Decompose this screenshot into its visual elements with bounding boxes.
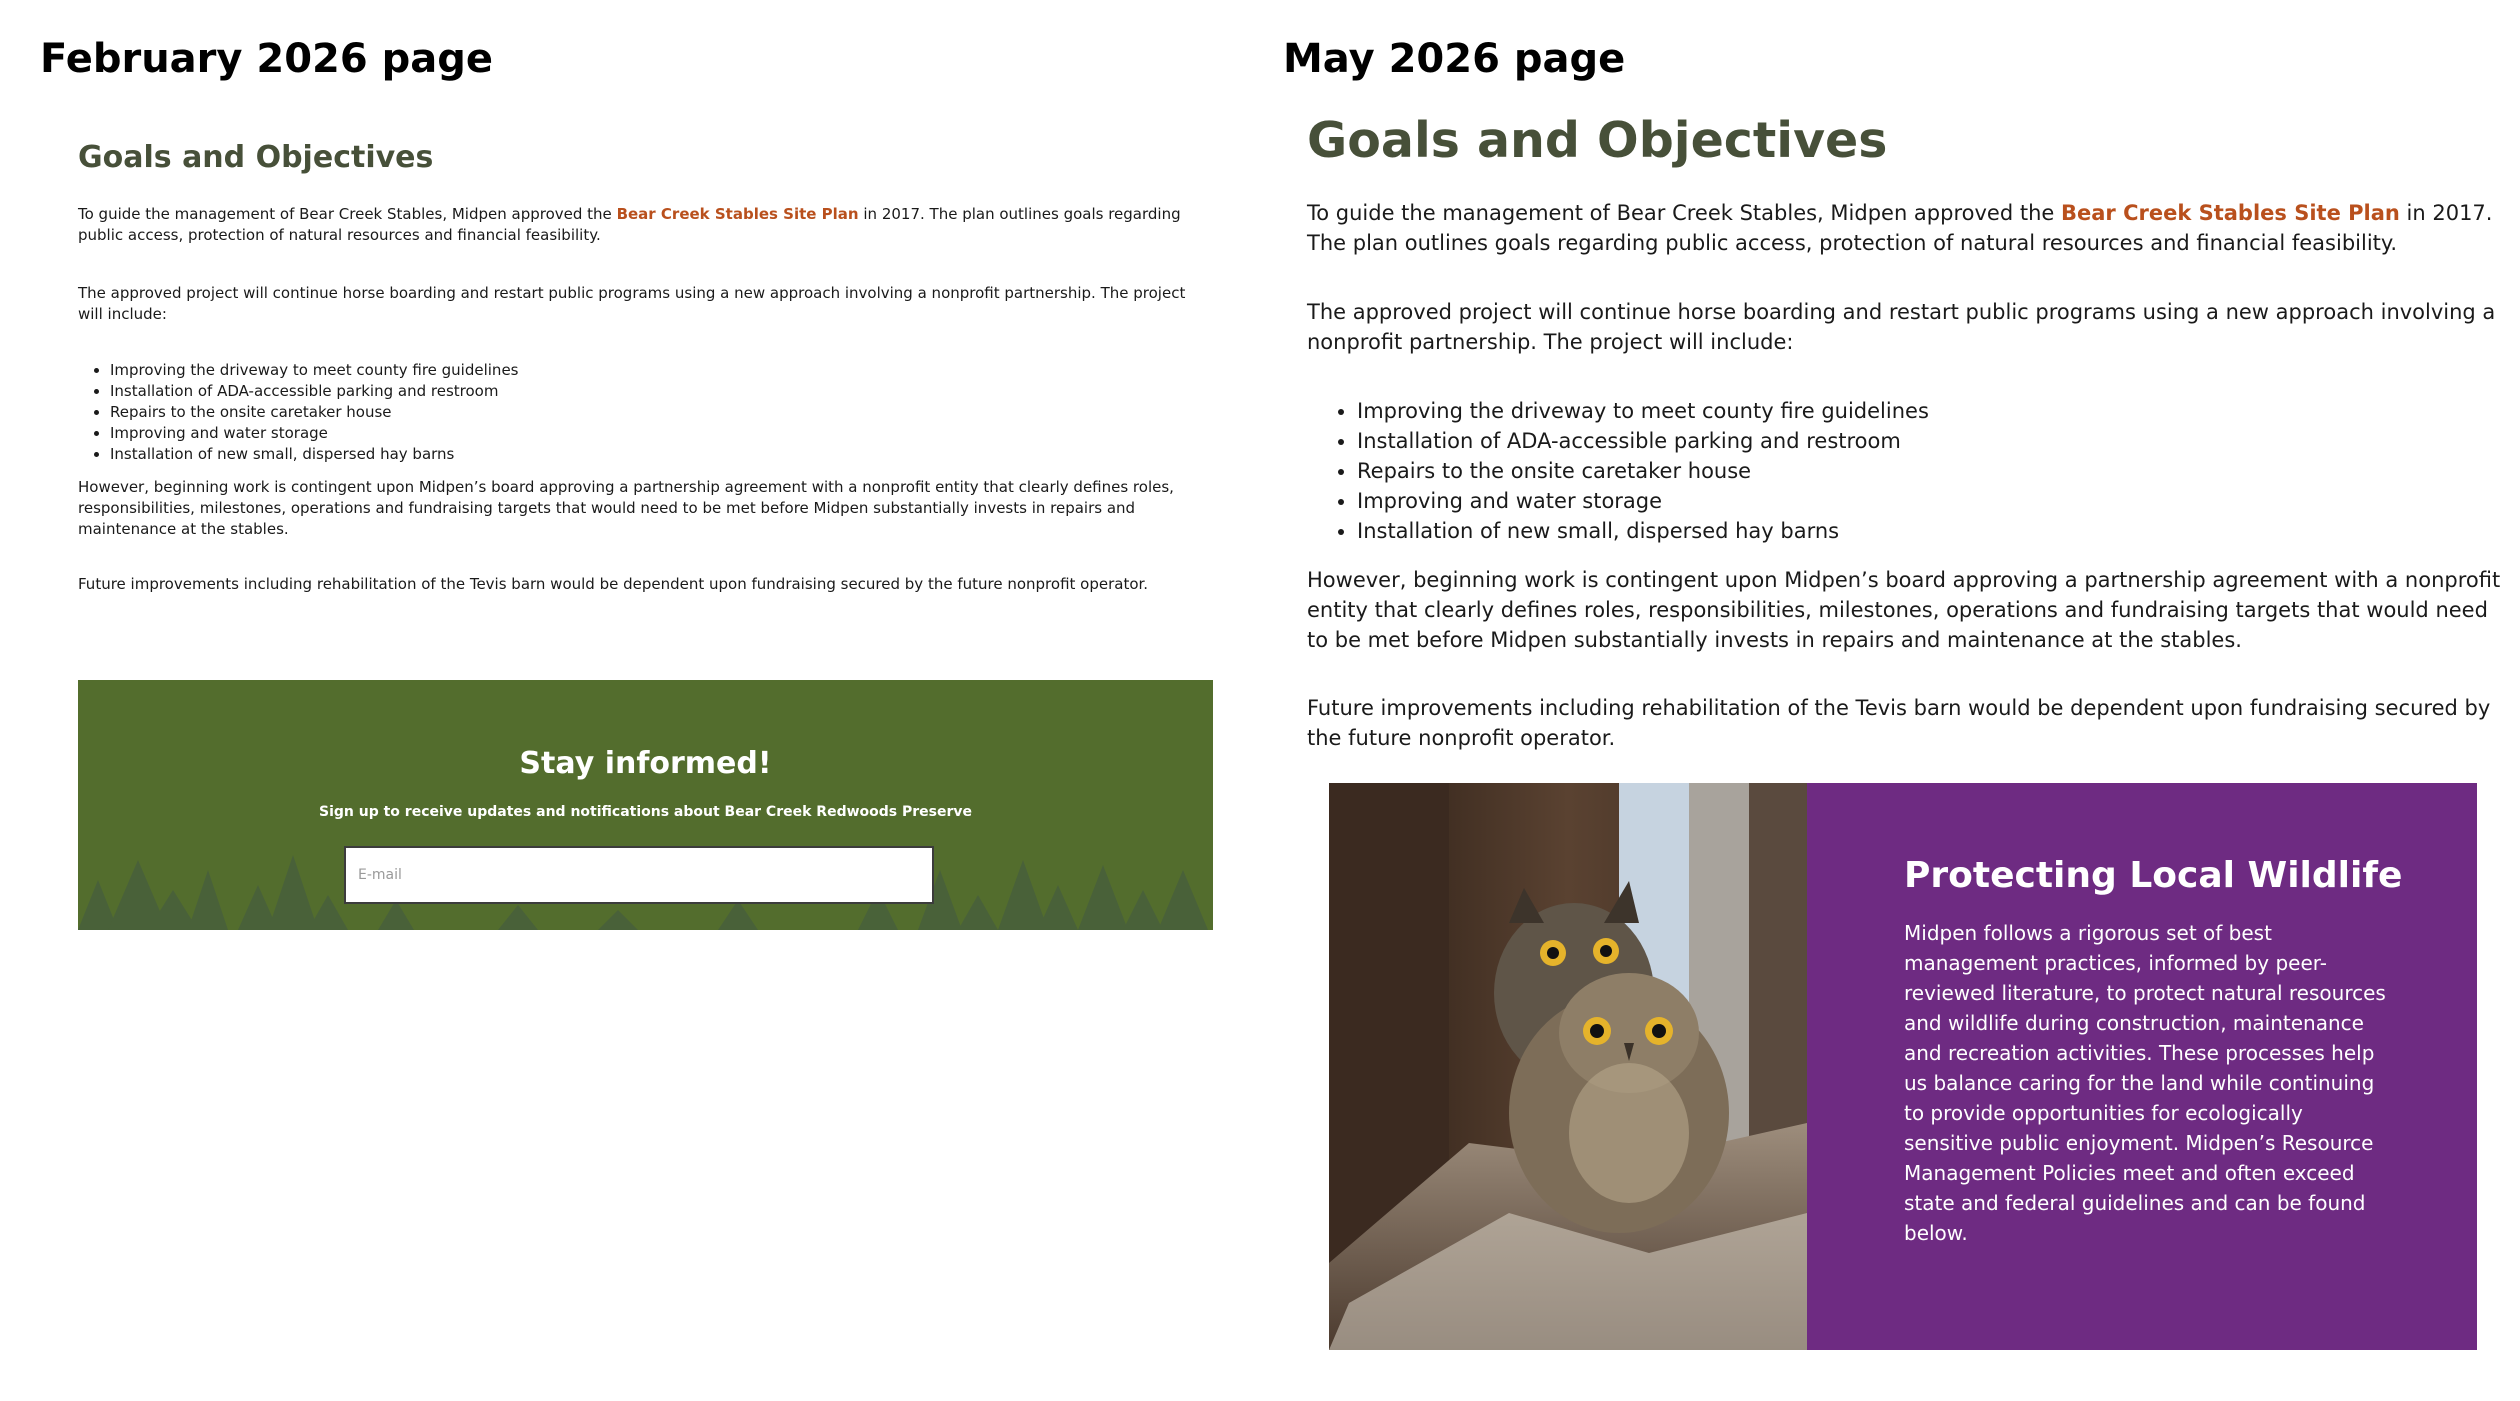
goals-heading: Goals and Objectives (78, 140, 434, 175)
list-item: • Repairs to the onsite caretaker house (1357, 456, 1929, 486)
intro-text-end: in 2017. The plan outlines goals regarding public access, protection of natural resources and financial feasibility. (1307, 201, 2493, 255)
future-improvements-paragraph: Future improvements including rehabilitation of the Tevis barn would be dependent upon fundraising secured by the future nonprofit operator. (78, 575, 1149, 593)
list-item: • Repairs to the onsite caretaker house (110, 402, 519, 423)
newsletter-signup (78, 680, 1213, 930)
list-item: • Installation of new small, dispersed hay barns (1357, 516, 1929, 546)
intro-text-end: in 2017. The plan outlines goals regarding public access, protection of natural resources and financial feasibility. (78, 205, 1181, 244)
list-item: • Improving and water storage (1357, 486, 1929, 516)
contingency-paragraph: However, beginning work is contingent upon Midpen’s board approving a partnership agreement with a nonprofit entity that clearly defines roles, responsibilities, milestones, operations and fundraising targets that would need to be met before Midpen substantially invests in repairs and maintenance at the stables. (1307, 568, 2501, 652)
email-field[interactable] (344, 846, 934, 904)
goals-heading: Goals and Objectives (1307, 112, 1888, 169)
contingency-paragraph: However, beginning work is contingent upon Midpen’s board approving a partnership agreement with a nonprofit entity that clearly defines roles, responsibilities, milestones, operations and fundraising targets that would need to be met before Midpen substantially invests in repairs and maintenance at the stables. (78, 478, 1174, 538)
wildlife-feature-card (1329, 783, 2477, 1350)
intro-paragraph (78, 204, 1213, 246)
intro-text-start: To guide the management of Bear Creek Stables, Midpen approved the (78, 205, 617, 223)
list-item: • Installation of ADA-accessible parking and restroom (110, 381, 519, 402)
list-item: • Installation of ADA-accessible parking and restroom (1357, 426, 1929, 456)
list-item: • Improving and water storage (110, 423, 519, 444)
list-item: • Improving the driveway to meet county fire guidelines (1357, 396, 1929, 426)
project-list (1307, 396, 1929, 546)
intro-paragraph (1307, 198, 2507, 258)
signup-title: Stay informed! (519, 746, 772, 781)
wildlife-body: Midpen follows a rigorous set of best management practices, informed by peer-reviewed literature, to protect natural resources and wildlife during construction, maintenance and recreation activities. These processes help us balance caring for the land while continuing to provide opportunities for ecologically sensitive public enjoyment. Midpen’s Resource Management Policies meet and often exceed state and federal guidelines and can be found below. (1904, 921, 2386, 1245)
project-paragraph: The approved project will continue horse boarding and restart public programs using a new approach involving a nonprofit partnership. The project will include: (78, 284, 1186, 323)
list-item: • Improving the driveway to meet county fire guidelines (110, 360, 519, 381)
list-item: • Installation of new small, dispersed hay barns (110, 444, 519, 465)
intro-text-start: To guide the management of Bear Creek Stables, Midpen approved the (1307, 201, 2061, 225)
site-plan-link[interactable]: Bear Creek Stables Site Plan (616, 205, 859, 223)
site-plan-link[interactable]: Bear Creek Stables Site Plan (2060, 201, 2400, 225)
signup-subtitle: Sign up to receive updates and notifications about Bear Creek Redwoods Preserve (319, 804, 972, 820)
may-column-label: May 2026 page (1283, 36, 1626, 82)
project-list (78, 360, 519, 465)
february-column-label: February 2026 page (40, 36, 494, 82)
owls-photo (1329, 783, 1807, 1350)
wildlife-title: Protecting Local Wildlife (1904, 855, 2403, 896)
future-improvements-paragraph: Future improvements including rehabilitation of the Tevis barn would be dependent upon fundraising secured by the future nonprofit operator. (1307, 696, 2491, 750)
project-paragraph: The approved project will continue horse boarding and restart public programs using a new approach involving a nonprofit partnership. The project will include: (1307, 300, 2496, 354)
